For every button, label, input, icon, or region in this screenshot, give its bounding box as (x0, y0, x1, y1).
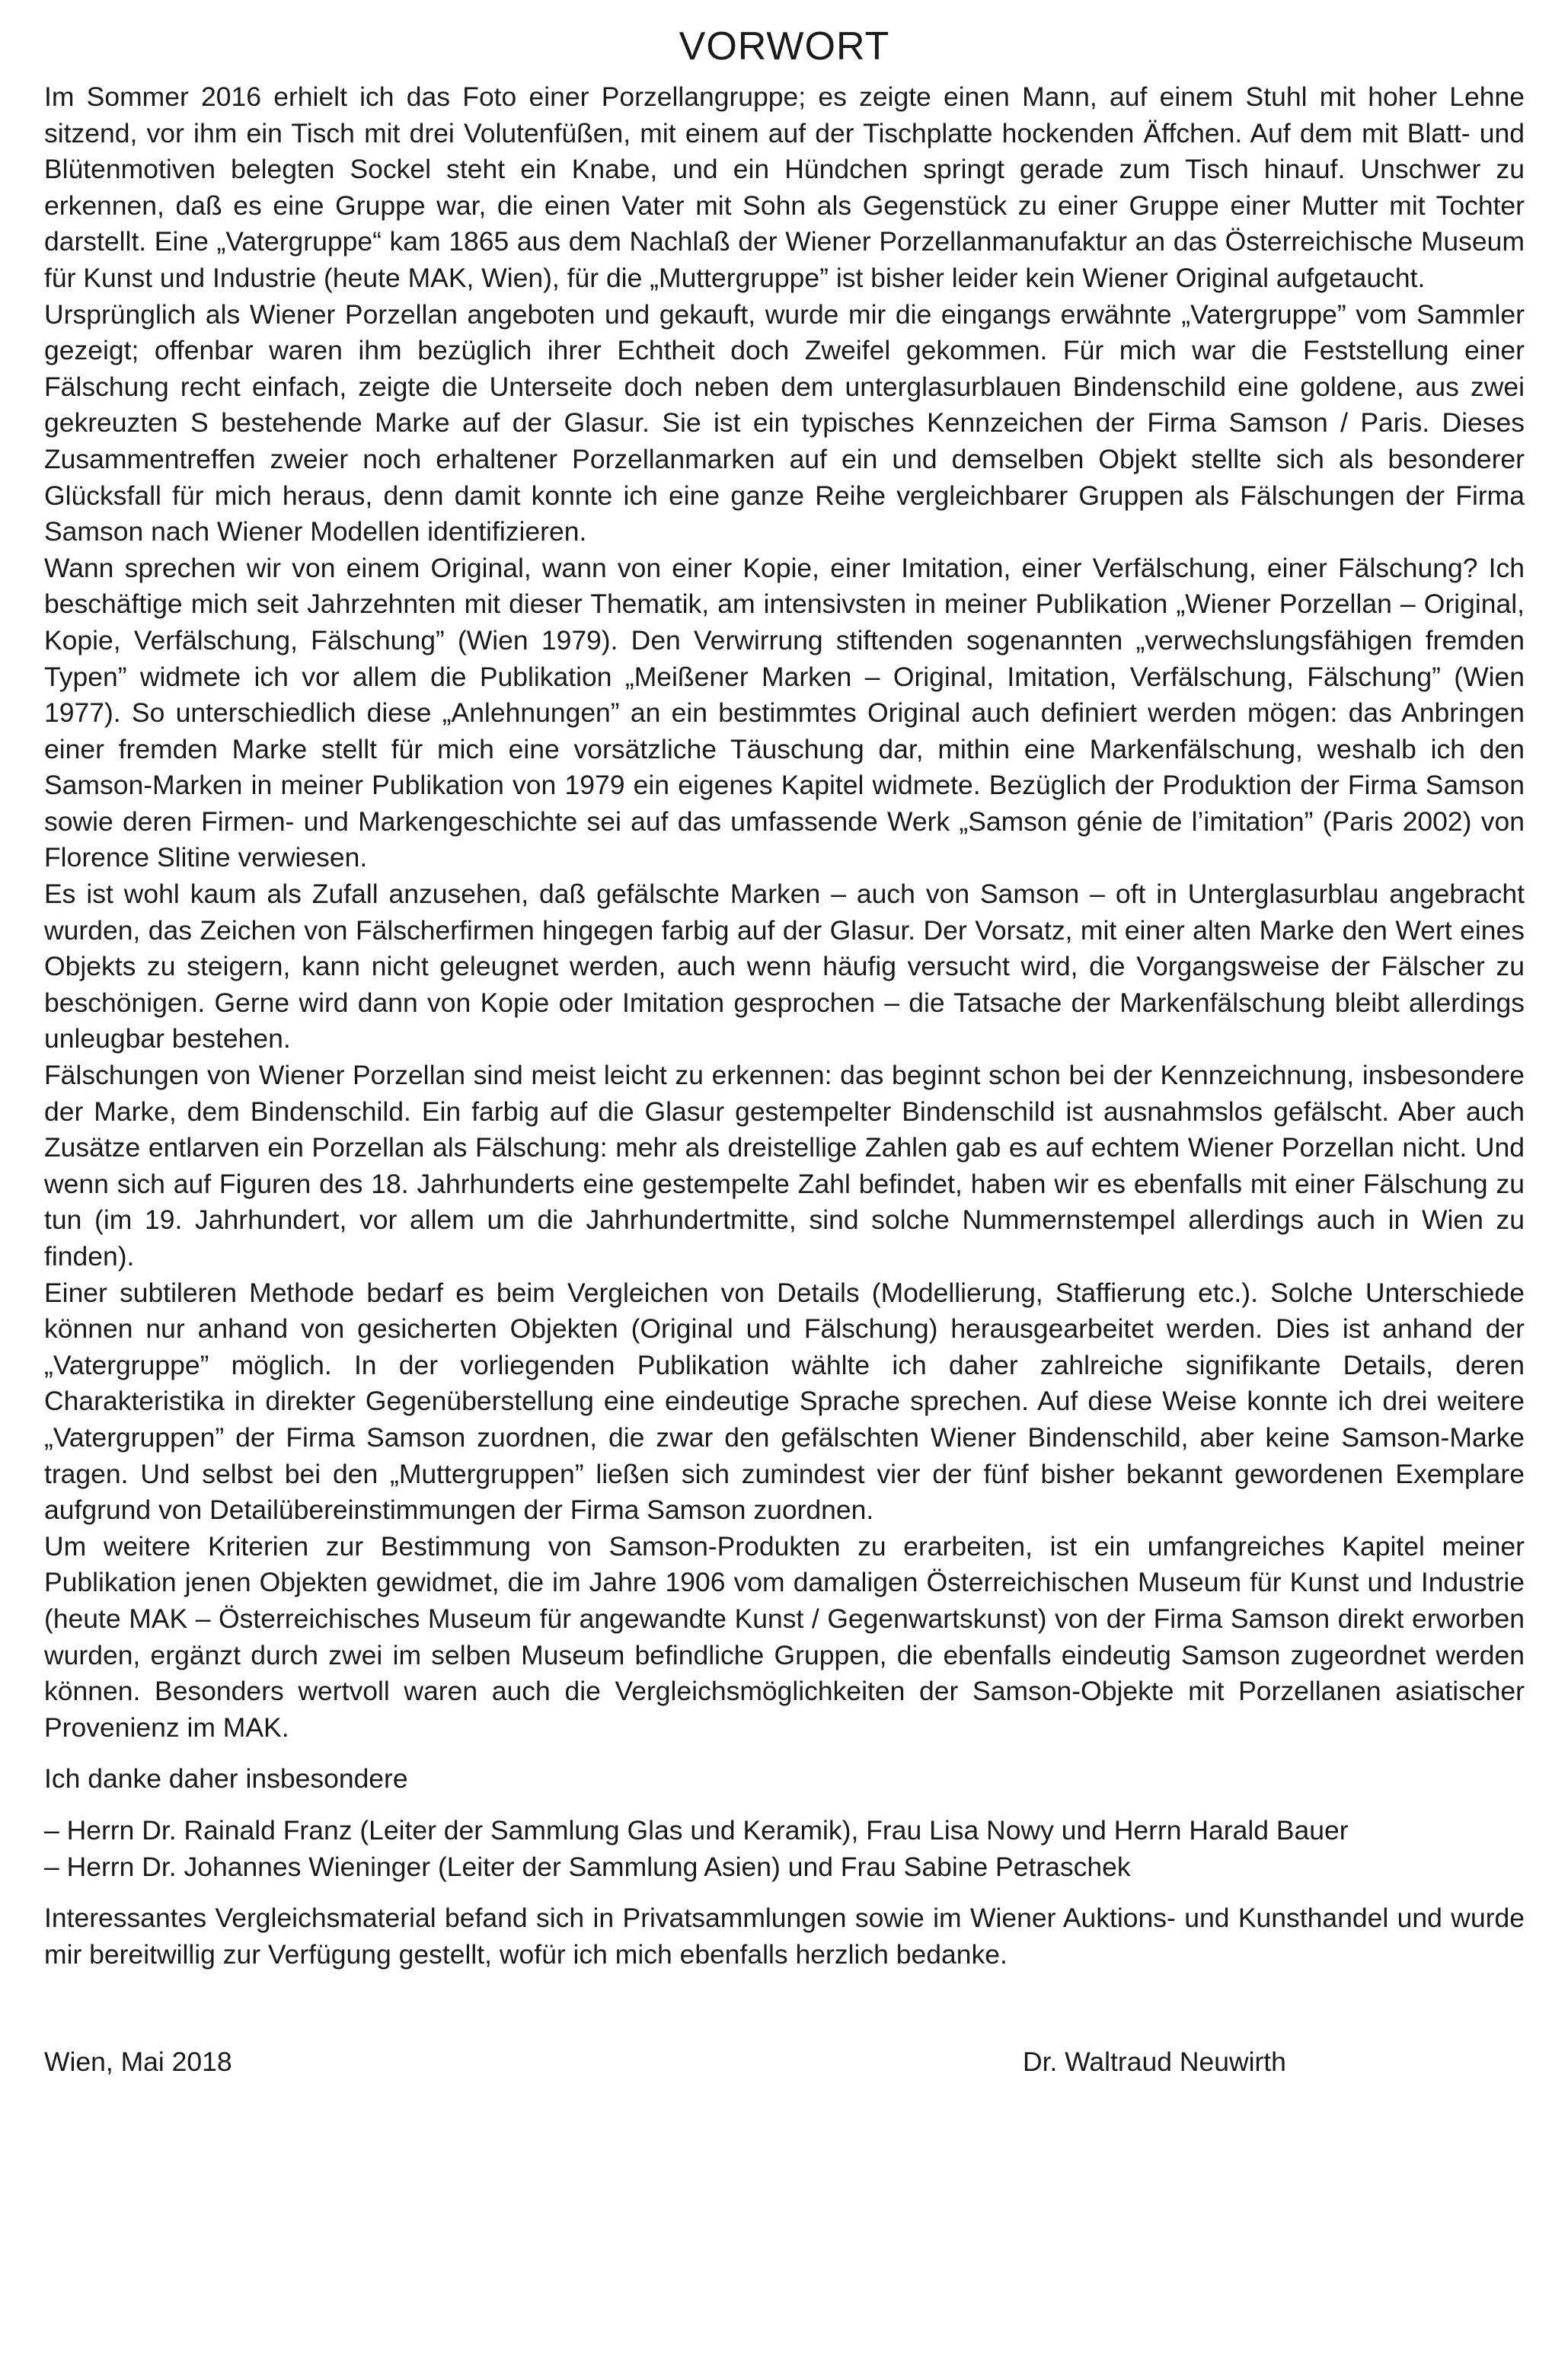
paragraph-3: Wann sprechen wir von einem Original, wann von einer Kopie, einer Imitation, einer Verfälschung, einer Fälschung? Ich beschäftige mich seit Jahrzehnten mit dieser Thematik, am intensivsten in meiner Publikation „Wiener Porzellan – Original, Kopie, Verfälschung, Fälschung” (Wien 1979). Den Verwirrung stiftenden sogenannten „verwechslungsfähigen fremden Typen” widmete ich vor allem die Publikation „Meißener Marken – Original, Imitation, Verfälschung, Fälschung” (Wien 1977). So unterschiedlich diese „Anlehnungen” an ein bestimmtes Original auch definiert werden mögen: das Anbringen einer fremden Marke stellt für mich eine vorsätzliche Täuschung dar, mithin eine Markenfälschung, weshalb ich den Samson-Marken in meiner Publikation von 1979 ein eigenes Kapitel widmete. Bezüglich der Produktion der Firma Samson sowie deren Firmen- und Markengeschichte sei auf das umfassende Werk „Samson génie de l’imitation” (Paris 2002) von Florence Slitine verwiesen. (44, 552, 1525, 873)
paragraph-4: Es ist wohl kaum als Zufall anzusehen, daß gefälschte Marken – auch von Samson – oft in Unterglasurblau angebracht wurden, das Zeichen von Fälscherfirmen hingegen farbig auf der Glasur. Der Vorsatz, mit einer alten Marke den Wert eines Objekts zu steigern, kann nicht geleugnet werden, auch wenn häufig versucht wird, die Vorgangsweise der Fälscher zu beschönigen. Gerne wird dann von Kopie oder Imitation gesprochen – die Tatsache der Markenfälschung bleibt allerdings unleugbar bestehen. (44, 879, 1525, 1054)
page-title: VORWORT (679, 24, 890, 69)
paragraph-7: Um weitere Kriterien zur Bestimmung von Samson-Produkten zu erarbeiten, ist ein umfangreiches Kapitel meiner Publikation jenen Objekten gewidmet, die im Jahre 1906 vom damaligen Österreichischen Museum für Kunst und Industrie (heute MAK – Österreichisches Museum für angewandte Kunst / Gegenwartskunst) von der Firma Samson direkt erworben wurden, ergänzt durch zwei im selben Museum befindliche Gruppen, die ebenfalls eindeutig Samson zugeordnet werden können. Besonders wertvoll waren auch die Vergleichsmöglichkeiten der Samson-Objekte mit Porzellanen asiatischer Provenienz im MAK. (44, 1530, 1525, 1743)
paragraph-6: Einer subtileren Methode bedarf es beim Vergleichen von Details (Modellierung, Staffierung etc.). Solche Unterschiede können nur anhand von gesicherten Objekten (Original und Fälschung) herausgearbeitet werden. Dies ist anhand der „Vatergruppe” möglich. In der vorliegenden Publikation wählte ich daher zahlreiche signifikante Details, deren Charakteristika in direkter Gegenüberstellung eine eindeutige Sprache sprechen. Auf diese Weise konnte ich drei weitere „Vatergruppen” der Firma Samson zuordnen, die zwar den gefälschten Wiener Bindenschild, aber keine Samson-Marke tragen. Und selbst bei den „Muttergruppen” ließen sich zumindest vier der fünf bisher bekannt gewordenen Exemplare aufgrund von Detailübereinstimmungen der Firma Samson zuordnen. (44, 1277, 1525, 1526)
signature-line (44, 2044, 1525, 2081)
document-page (44, 20, 1525, 2081)
paragraph-2: Ursprünglich als Wiener Porzellan angeboten und gekauft, wurde mir die eingangs erwähnte „Vatergruppe” vom Sammler gezeigt; offenbar waren ihm bezüglich ihrer Echtheit doch Zweifel gekommen. Für mich war die Feststellung einer Fälschung recht einfach, zeigte die Unterseite doch neben dem unterglasurblauen Bindenschild eine goldene, aus zwei gekreuzten S bestehende Marke auf der Glasur. Sie ist ein typisches Kennzeichen der Firma Samson / Paris. Dieses Zusammentreffen zweier noch erhaltener Porzellanmarken auf ein und demselben Objekt stellte sich als besonderer Glücksfall für mich heraus, denn damit konnte ich eine ganze Reihe vergleichbarer Gruppen als Fälschungen der Firma Samson nach Wiener Modellen identifizieren. (44, 298, 1525, 547)
paragraph-5: Fälschungen von Wiener Porzellan sind meist leicht zu erkennen: das beginnt schon bei der Kennzeichnung, insbesondere der Marke, dem Bindenschild. Ein farbig auf die Glasur gestempelter Bindenschild ist ausnahmslos gefälscht. Aber auch Zusätze entlarven ein Porzellan als Fälschung: mehr als dreistellige Zahlen gab es auf echtem Wiener Porzellan nicht. Und wenn sich auf Figuren des 18. Jahrhunderts eine gestempelte Zahl befindet, haben wir es ebenfalls mit einer Fälschung zu tun (im 19. Jahrhundert, vor allem um die Jahrhundertmitte, sind solche Nummernstempel allerdings auch in Wien zu finden). (44, 1060, 1525, 1271)
paragraph-1: Im Sommer 2016 erhielt ich das Foto einer Porzellangruppe; es zeigte einen Mann, auf einem Stuhl mit hoher Lehne sitzend, vor ihm ein Tisch mit drei Volutenfüßen, mit einem auf der Tischplatte hockenden Äffchen. Auf dem mit Blatt- und Blütenmotiven belegten Sockel steht ein Knabe, und ein Hündchen springt gerade zum Tisch hinauf. Unschwer zu erkennen, daß es eine Gruppe war, die einen Vater mit Sohn als Gegenstück zu einer Gruppe einer Mutter mit Tochter darstellt. Eine „Vatergruppe“ kam 1865 aus dem Nachlaß der Wiener Porzellanmanufaktur an das Österreichische Museum für Kunst und Industrie (heute MAK, Wien), für die „Muttergruppe” ist bisher leider kein Wiener Original aufgetaucht. (44, 81, 1525, 293)
thanks-intro: Ich danke daher insbesondere (44, 1763, 408, 1795)
author-name: Dr. Waltraud Neuwirth (1023, 2047, 1286, 2078)
closing-paragraph: Interessantes Vergleichsmaterial befand sich in Privatsammlungen sowie im Wiener Auktions- und Kunsthandel und wurde mir bereitwillig zur Verfügung gestellt, wofür ich mich ebenfalls herzlich bedanke. (44, 1903, 1525, 1970)
thanks-item: – Herrn Dr. Johannes Wieninger (Leiter der Sammlung Asien) und Frau Sabine Petraschek (44, 1851, 1131, 1882)
thanks-list (44, 1813, 1525, 1885)
place-date: Wien, Mai 2018 (44, 2047, 232, 2078)
thanks-item: – Herrn Dr. Rainald Franz (Leiter der Sammlung Glas und Keramik), Frau Lisa Nowy und Herrn Harald Bauer (44, 1814, 1349, 1846)
